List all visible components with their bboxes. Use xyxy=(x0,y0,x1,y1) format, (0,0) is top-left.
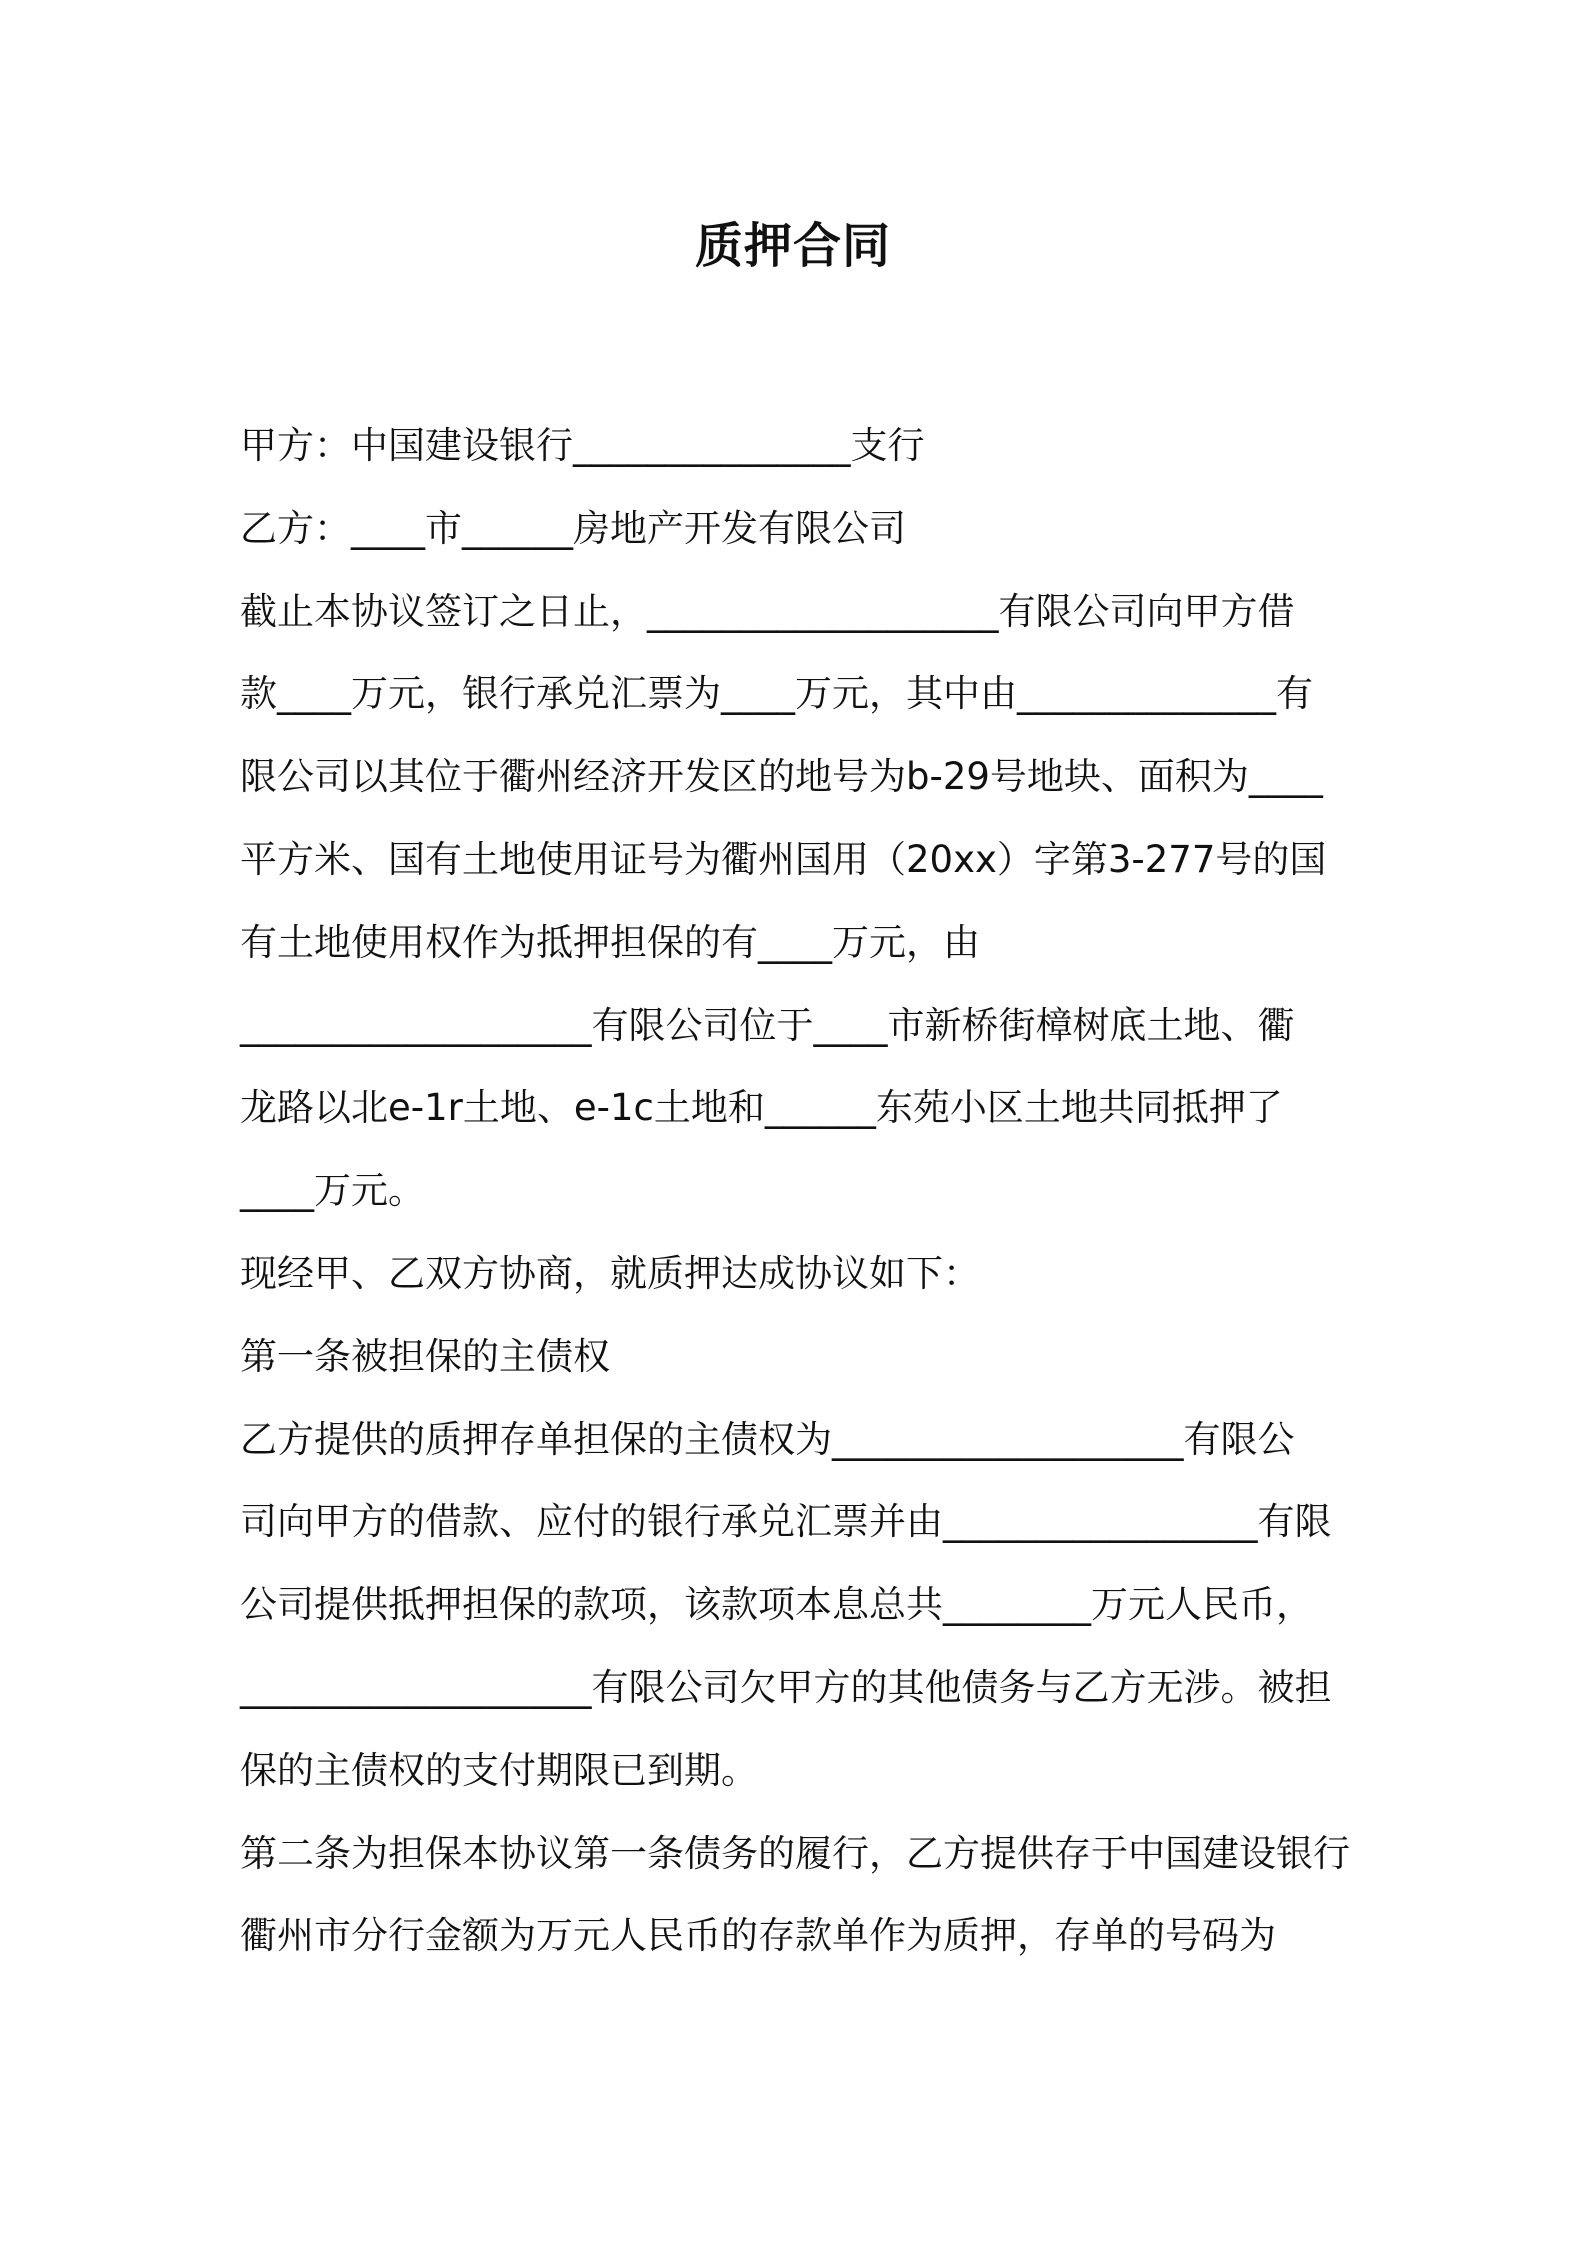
text-line: 第二条为担保本协议第一条债务的履行，乙方提供存于中国建设银行 xyxy=(240,1831,1350,1875)
text-line: 龙路以北e-1r土地、e-1c土地和______东苑小区土地共同抵押了 xyxy=(240,1086,1283,1130)
text-line: ____万元。 xyxy=(240,1169,425,1213)
text-line: 司向甲方的借款、应付的银行承兑汇票并由_________________有限 xyxy=(240,1500,1332,1544)
text-line: 有土地使用权作为抵押担保的有____万元，由 xyxy=(240,920,980,964)
document-body xyxy=(240,405,1360,1978)
text-line: 甲方：中国建设银行_______________支行 xyxy=(240,424,925,467)
text-line: ___________________有限公司欠甲方的其他债务与乙方无涉。被担 xyxy=(240,1665,1332,1709)
article-heading: 第一条被担保的主债权 xyxy=(240,1334,610,1378)
text-line: 公司提供抵押担保的款项，该款项本息总共________万元人民币， xyxy=(240,1583,1313,1627)
page-title: 质押合同 xyxy=(694,218,891,274)
text-line: ___________________有限公司位于____市新桥街樟树底土地、衢 xyxy=(240,1003,1295,1047)
text-line: 乙方：____市______房地产开发有限公司 xyxy=(240,506,906,550)
text-line: 乙方提供的质押存单担保的主债权为___________________有限公 xyxy=(240,1417,1295,1461)
text-line: 平方米、国有土地使用证号为衢州国用（20xx）字第3-277号的国 xyxy=(240,837,1327,881)
text-line: 截止本协议签订之日止，___________________有限公司向甲方借 xyxy=(240,589,1295,633)
text-line: 现经甲、乙双方协商，就质押达成协议如下： xyxy=(240,1251,980,1295)
text-line: 款____万元，银行承兑汇票为____万元，其中由______________有 xyxy=(240,672,1313,716)
text-line: 保的主债权的支付期限已到期。 xyxy=(240,1748,758,1792)
text-line: 衢州市分行金额为万元人民币的存款单作为质押，存单的号码为 xyxy=(240,1914,1276,1958)
text-line: 限公司以其位于衢州经济开发区的地号为b-29号地块、面积为____ xyxy=(240,755,1323,799)
